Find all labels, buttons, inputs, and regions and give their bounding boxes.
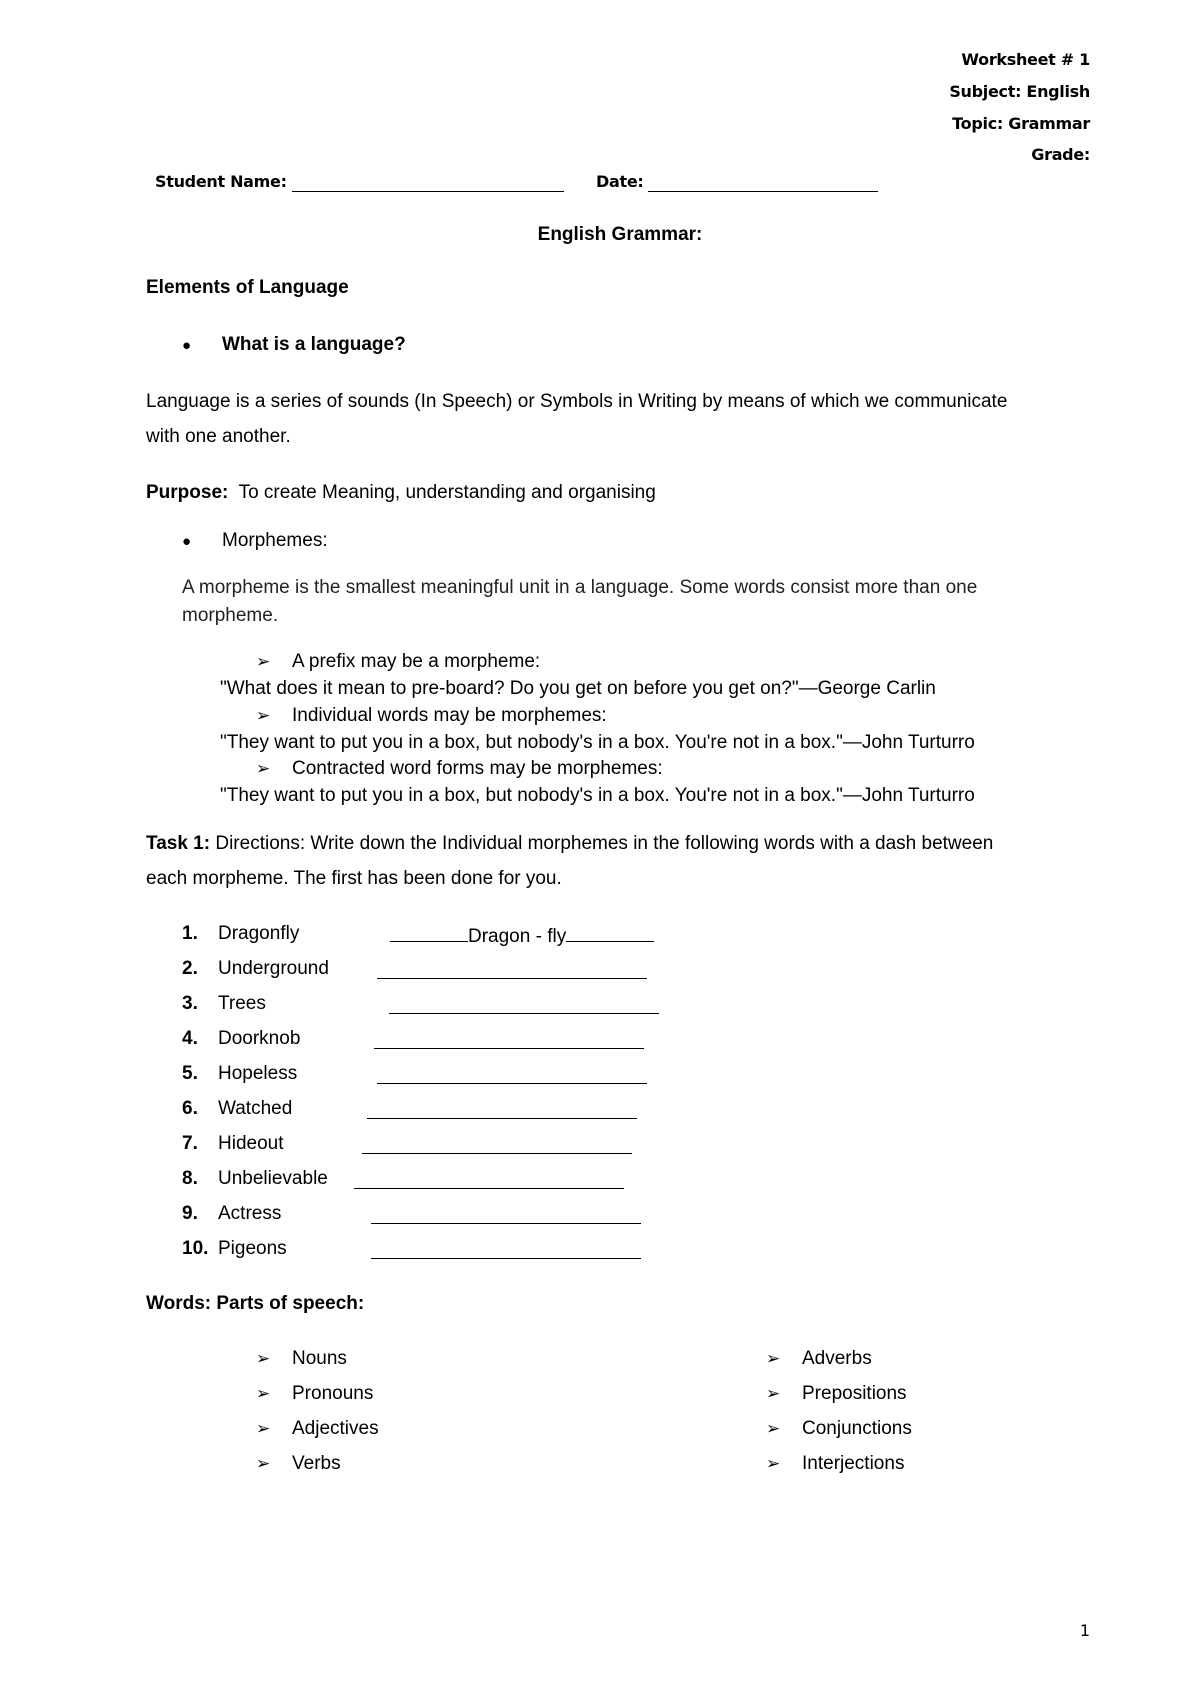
grade-label: Grade: xyxy=(1031,145,1090,164)
answer-field[interactable] xyxy=(367,1118,637,1119)
arrow-icon: ➢ xyxy=(766,1384,781,1403)
morphemes-text: Morphemes: xyxy=(222,530,328,551)
arrow-icon: ➢ xyxy=(256,1349,271,1368)
worksheet-number: Worksheet # 1 xyxy=(961,50,1090,69)
list-item: 1. Dragonfly xyxy=(182,923,300,944)
parts-of-speech-heading: Words: Parts of speech: xyxy=(146,1293,365,1314)
morpheme-def-line-2: morpheme. xyxy=(182,605,279,626)
section-heading: Elements of Language xyxy=(146,277,349,298)
arrow-icon: ➢ xyxy=(256,1384,271,1403)
page-number: 1 xyxy=(1079,1621,1090,1640)
student-name-label: Student Name: xyxy=(155,172,287,191)
task-line-2: each morpheme. The first has been done for you. xyxy=(146,868,562,889)
list-item: 2. Underground xyxy=(182,958,329,979)
morpheme-point-1: ➢ A prefix may be a morpheme: xyxy=(256,651,541,672)
purpose-line xyxy=(146,482,656,504)
list-item: 5. Hopeless xyxy=(182,1063,298,1084)
arrow-icon: ➢ xyxy=(766,1454,781,1473)
list-item: 7. Hideout xyxy=(182,1133,284,1154)
arrow-icon: ➢ xyxy=(256,652,271,671)
purpose-label: Purpose: xyxy=(146,482,229,503)
list-item: ➢ Adverbs xyxy=(766,1348,872,1369)
list-item: 10. Pigeons xyxy=(182,1238,287,1259)
morpheme-quote-2: "They want to put you in a box, but nobody's in a box. You're not in a box."—John Turturro xyxy=(220,732,975,753)
morpheme-point-2: ➢ Individual words may be morphemes: xyxy=(256,705,607,726)
list-item: ➢ Verbs xyxy=(256,1453,341,1474)
answer-field[interactable] xyxy=(377,1083,647,1084)
arrow-icon: ➢ xyxy=(256,1419,271,1438)
list-item: ➢ Conjunctions xyxy=(766,1418,912,1439)
answer-field[interactable] xyxy=(362,1153,632,1154)
list-item: ➢ Interjections xyxy=(766,1453,905,1474)
morpheme-quote-1: "What does it mean to pre-board? Do you get on before you get on?"—George Carlin xyxy=(220,678,936,699)
list-item: ➢ Pronouns xyxy=(256,1383,374,1404)
answer-field[interactable] xyxy=(371,1258,641,1259)
definition-line-1: Language is a series of sounds (In Speech) or Symbols in Writing by means of which we communicate xyxy=(146,391,1008,412)
bullet-icon: ● xyxy=(182,337,192,354)
answer-field[interactable] xyxy=(371,1223,641,1224)
answer-field[interactable] xyxy=(374,1048,644,1049)
arrow-icon: ➢ xyxy=(766,1419,781,1438)
list-item: ➢ Adjectives xyxy=(256,1418,379,1439)
bullet-icon: ● xyxy=(182,533,192,550)
topic-label: Topic: Grammar xyxy=(952,114,1090,133)
question-bullet xyxy=(182,334,406,357)
question-text: What is a language? xyxy=(222,334,406,355)
list-item: 8. Unbelievable xyxy=(182,1168,328,1189)
list-item: 6. Watched xyxy=(182,1098,293,1119)
list-item: 3. Trees xyxy=(182,993,266,1014)
student-name-field[interactable] xyxy=(292,191,564,192)
answer-field[interactable] xyxy=(377,978,647,979)
task-label: Task 1: xyxy=(146,833,211,854)
example-answer: Dragon - fly xyxy=(390,923,654,948)
arrow-icon: ➢ xyxy=(256,706,271,725)
morpheme-quote-3: "They want to put you in a box, but nobody's in a box. You're not in a box."—John Turturro xyxy=(220,785,975,806)
arrow-icon: ➢ xyxy=(256,1454,271,1473)
page-title: English Grammar: xyxy=(537,224,703,245)
purpose-text: To create Meaning, understanding and organising xyxy=(238,482,656,503)
list-item: 9. Actress xyxy=(182,1203,282,1224)
morpheme-def-line-1: A morpheme is the smallest meaningful unit in a language. Some words consist more than one xyxy=(182,577,978,598)
morpheme-point-3: ➢ Contracted word forms may be morphemes: xyxy=(256,758,663,779)
list-item: ➢ Nouns xyxy=(256,1348,347,1369)
arrow-icon: ➢ xyxy=(256,759,271,778)
list-item: 4. Doorknob xyxy=(182,1028,301,1049)
date-label: Date: xyxy=(596,172,644,191)
list-item: ➢ Prepositions xyxy=(766,1383,907,1404)
morphemes-bullet xyxy=(182,530,328,553)
answer-field[interactable] xyxy=(389,1013,659,1014)
answer-field[interactable] xyxy=(354,1188,624,1189)
date-field[interactable] xyxy=(648,191,878,192)
arrow-icon: ➢ xyxy=(766,1349,781,1368)
task-line-1: Task 1: Directions: Write down the Individual morphemes in the following words with a dash between xyxy=(146,833,994,854)
definition-line-2: with one another. xyxy=(146,426,291,447)
subject-label: Subject: English xyxy=(949,82,1090,101)
